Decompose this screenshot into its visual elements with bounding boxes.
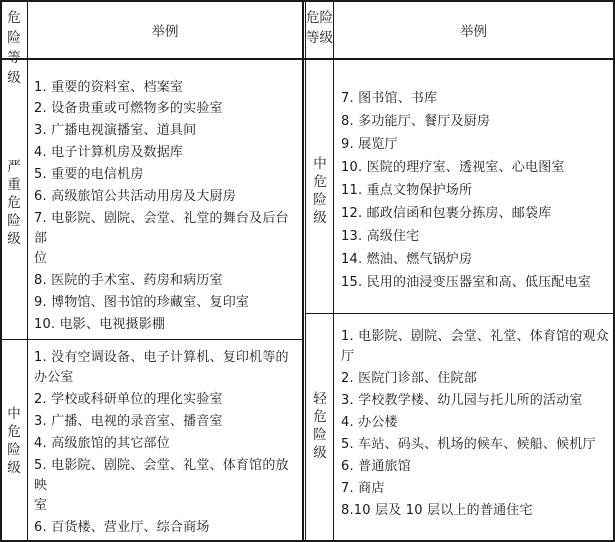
list-item: 2. 医院门诊部、住院部 (341, 371, 477, 386)
header-right-level-line1: 危险 (306, 10, 333, 26)
right-group1-level: 中危险级 (313, 156, 327, 226)
list-item: 9. 展览厅 (341, 137, 398, 152)
table-border-right (613, 0, 615, 542)
list-item: 4. 办公楼 (341, 415, 398, 430)
header-right-level-line2: 等级 (306, 30, 333, 46)
left-group1-level: 严重危险级 (7, 159, 21, 247)
list-item: 15. 民用的油浸变压器室和高、低压配电室 (341, 275, 592, 290)
list-item (34, 456, 300, 516)
table-border-bottom (0, 540, 615, 542)
list-item-line: 位 (34, 251, 48, 266)
center-divider (302, 0, 304, 542)
header-left-examples: 举例 (151, 24, 179, 40)
left-group2-level: 中危险级 (7, 406, 21, 476)
list-item: 6. 百货楼、营业厅、综合商场 (34, 520, 210, 535)
left-level-col-divider (27, 0, 28, 542)
list-item: 7. 图书馆、书库 (341, 91, 438, 106)
list-item: 6. 高级旅馆公共活动用房及大厨房 (34, 189, 236, 204)
left-group1-list (34, 78, 300, 335)
list-item: 8.10 层及 10 层以上的普通住宅 (341, 503, 533, 518)
list-item: 4. 电子计算机房及数据库 (34, 145, 184, 160)
list-item: 7. 商店 (341, 481, 385, 496)
list-item: 10. 医院的理疗室、透视室、心电图室 (341, 160, 565, 175)
list-item: 2. 学校或科研单位的理化实验室 (34, 392, 223, 407)
right-group1-list (341, 89, 611, 293)
center-divider-2 (305, 0, 306, 542)
list-item-line: 办公室 (34, 370, 74, 385)
list-item: 3. 广播电视演播室、道具间 (34, 123, 197, 138)
right-group-divider (306, 313, 615, 314)
table-border-top (0, 0, 615, 2)
list-item: 5. 重要的电信机房 (34, 167, 144, 182)
left-group2-list (34, 348, 300, 538)
list-item: 4. 高级旅馆的其它部位 (34, 436, 170, 451)
list-item: 2. 设备贵重或可燃物多的实验室 (34, 101, 223, 116)
list-item: 13. 高级住宅 (341, 229, 420, 244)
list-item: 3. 学校教学楼、幼儿园与托儿所的活动室 (341, 393, 583, 408)
list-item (34, 348, 300, 388)
header-left-level (1, 8, 27, 88)
list-item-line: 1. 没有空调设备、电子计算机、复印机等的 (34, 350, 289, 365)
list-item: 8. 医院的手术室、药房和病历室 (34, 273, 223, 288)
list-item (341, 327, 611, 367)
left-group-divider (0, 339, 303, 340)
right-level-col-divider (333, 0, 334, 542)
right-group2-list (341, 327, 611, 521)
list-item: 10. 电影、电视摄影棚 (34, 317, 166, 332)
header-left-level-line2: 等级 (7, 50, 21, 86)
header-right-level (306, 8, 333, 48)
list-item: 3. 广播、电视的录音室、播音室 (34, 414, 223, 429)
list-item: 9. 博物馆、图书馆的珍藏室、复印室 (34, 295, 250, 310)
list-item: 1. 重要的资料室、档案室 (34, 80, 184, 95)
header-divider (0, 58, 615, 60)
list-item: 8. 多功能厅、餐厅及厨房 (341, 114, 491, 129)
list-item-line: 厅 (341, 349, 355, 364)
list-item (34, 209, 300, 269)
header-right-examples: 举例 (460, 24, 487, 40)
list-item: 5. 车站、码头、机场的候车、候船、候机厅 (341, 437, 596, 452)
header-left-level-line1: 危险 (7, 10, 21, 46)
list-item-line: 5. 电影院、剧院、会堂、礼堂、体育馆的放映 (34, 458, 289, 493)
list-item: 6. 普通旅馆 (341, 459, 411, 474)
list-item-line: 7. 电影院、剧院、会堂、礼堂的舞台及后台部 (34, 211, 289, 246)
right-group2-level: 轻危险级 (313, 391, 327, 461)
list-item-line: 室 (34, 498, 48, 513)
list-item: 11. 重点文物保护场所 (341, 183, 473, 198)
list-item: 14. 燃油、燃气锅炉房 (341, 252, 473, 267)
list-item-line: 1. 电影院、剧院、会堂、礼堂、体育馆的观众 (341, 329, 609, 344)
list-item: 12. 邮政信函和包裹分拣房、邮袋库 (341, 206, 552, 221)
